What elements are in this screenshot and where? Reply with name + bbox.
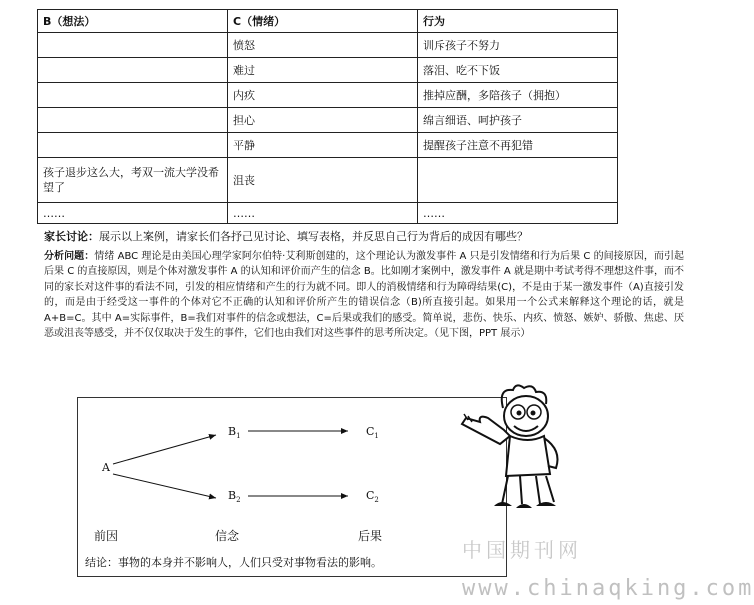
abc-diagram bbox=[77, 397, 507, 577]
cell-belief: …… bbox=[38, 203, 228, 224]
cell-emotion: 平静 bbox=[228, 133, 418, 158]
header-emotion: C（情绪） bbox=[228, 10, 418, 33]
cell-emotion: 难过 bbox=[228, 58, 418, 83]
node-c2-sub: 2 bbox=[374, 496, 379, 505]
node-b2 bbox=[228, 489, 241, 504]
watermark-url: www.chinaqking.com bbox=[462, 576, 754, 601]
node-b2-sub: 2 bbox=[236, 496, 241, 505]
analysis-paragraph bbox=[44, 249, 684, 341]
node-c2-letter: C bbox=[366, 489, 375, 502]
cell-emotion: 愤怒 bbox=[228, 33, 418, 58]
node-b2-letter: B bbox=[228, 489, 237, 502]
caption-cause: 前因 bbox=[94, 529, 119, 543]
cell-behavior: …… bbox=[418, 203, 618, 224]
header-belief: B（想法） bbox=[38, 10, 228, 33]
parent-discussion bbox=[44, 229, 644, 244]
node-c1-letter: C bbox=[366, 425, 375, 438]
cell-behavior: 推掉应酬，多陪孩子（拥抱） bbox=[418, 83, 618, 108]
cell-behavior: 绵言细语、呵护孩子 bbox=[418, 108, 618, 133]
abc-table bbox=[37, 9, 618, 224]
cell-belief: 孩子退步这么大，考双一流大学没希望了 bbox=[38, 158, 228, 203]
table-row bbox=[38, 133, 618, 158]
table-header-row bbox=[38, 10, 618, 33]
cell-belief bbox=[38, 33, 228, 58]
cell-behavior: 训斥孩子不努力 bbox=[418, 33, 618, 58]
cell-emotion: 沮丧 bbox=[228, 158, 418, 203]
analysis-label: 分析问题： bbox=[44, 251, 95, 262]
caption-result: 后果 bbox=[358, 529, 383, 543]
cell-belief bbox=[38, 108, 228, 133]
node-c1-sub: 1 bbox=[374, 432, 379, 441]
arrow-a-b2 bbox=[113, 474, 216, 498]
diagram-arrows bbox=[78, 398, 506, 576]
cell-emotion: …… bbox=[228, 203, 418, 224]
node-b1-sub: 1 bbox=[236, 432, 241, 441]
node-a: A bbox=[102, 461, 110, 474]
discussion-label: 家长讨论： bbox=[44, 230, 99, 243]
cell-behavior bbox=[418, 158, 618, 203]
node-c2 bbox=[366, 489, 379, 504]
table-row bbox=[38, 83, 618, 108]
table-row bbox=[38, 108, 618, 133]
table-row bbox=[38, 33, 618, 58]
diagram-conclusion: 结论：事物的本身并不影响人，人们只受对事物看法的影响。 bbox=[85, 556, 382, 569]
cell-behavior: 提醒孩子注意不再犯错 bbox=[418, 133, 618, 158]
caption-belief: 信念 bbox=[215, 529, 240, 543]
node-c1 bbox=[366, 425, 379, 440]
analysis-text: 情绪 ABC 理论是由美国心理学家阿尔伯特·艾利斯创建的，这个理论认为激发事件 A 只是引发情绪和行为后果 C 的间接原因，而引起后果 C 的直接原因，则是个体对激发事件 A 的认知和评价而产生的信念 B。比如刚才案例中，激发事件 A 就是期中考试考得不理想这件事，而不同的家长对这件事的看法不同，引发的相应情绪和产生的行为就不同。即人的消极情绪和行为障碍结果(C)，不是由于某一激发事件（A)直接引发的，而是由于经受这一事件的个体对它不正确的认知和评价所产生的错误信念（B)所直接引起。如果用一个公式来解释这个理论的话，就是 A+B=C。其中 A=实际事件，B=我们对事件的信念或想法，C=后果或我们的感受。简单说，悲伤、快乐、内疚、愤怒、嫉妒、骄傲、焦虑、厌恶或沮丧等感受，并不仅仅取决于发生的事件，它们也由我们对这些事件的思考所决定。（见下图，PPT 展示） bbox=[44, 251, 685, 340]
discussion-text: 展示以上案例，请家长们各抒己见讨论、填写表格，并反思自己行为背后的成因有哪些？ bbox=[99, 230, 528, 243]
cell-belief bbox=[38, 133, 228, 158]
watermark-chinese: 中国期刊网 bbox=[462, 538, 582, 562]
cell-behavior: 落泪、吃不下饭 bbox=[418, 58, 618, 83]
cell-emotion: 内疚 bbox=[228, 83, 418, 108]
node-b1 bbox=[228, 425, 241, 440]
cell-emotion: 担心 bbox=[228, 108, 418, 133]
table-row bbox=[38, 158, 618, 203]
table-row bbox=[38, 203, 618, 224]
table-row bbox=[38, 58, 618, 83]
node-b1-letter: B bbox=[228, 425, 237, 438]
header-behavior: 行为 bbox=[418, 10, 618, 33]
pointing-cartoon-man-icon bbox=[458, 378, 578, 518]
cell-belief bbox=[38, 83, 228, 108]
arrow-a-b1 bbox=[113, 435, 216, 464]
cell-belief bbox=[38, 58, 228, 83]
